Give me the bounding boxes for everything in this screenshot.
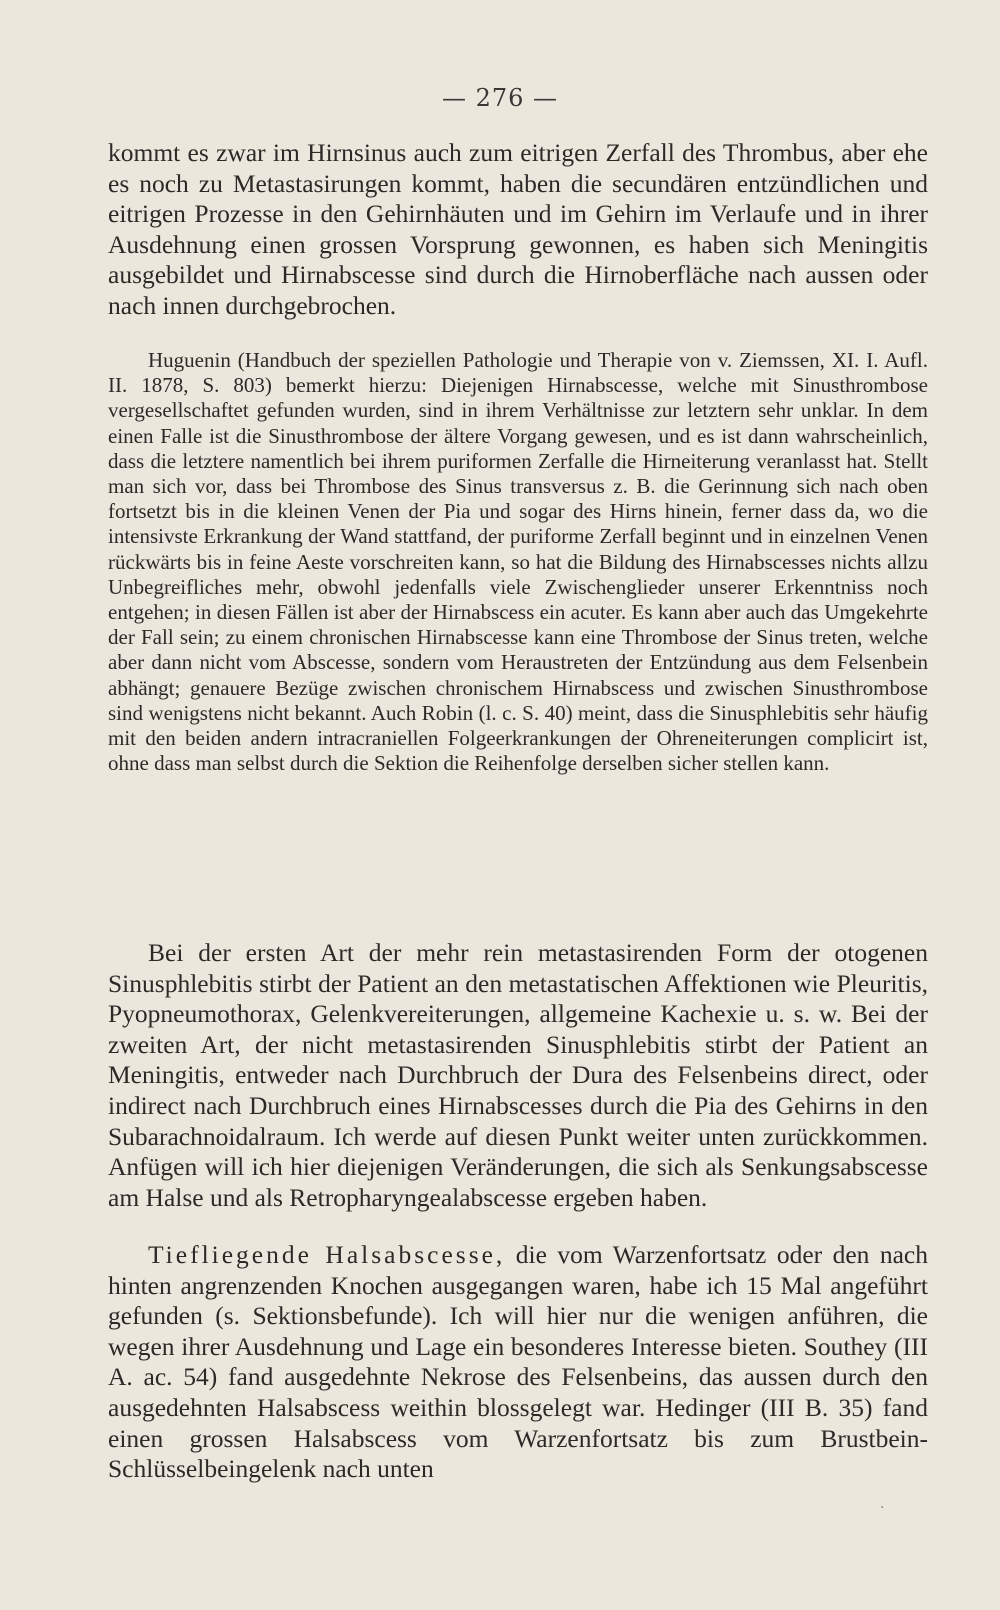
quoted-paragraph-block xyxy=(108,348,928,776)
page-mark: · xyxy=(880,1500,885,1516)
paragraph-2-quote: Huguenin (Handbuch der speziellen Pathologie und Therapie von v. Ziemssen, XI. I. Aufl. II. 1878, S. 803) bemerkt hierzu: Diejenigen Hirnabscesse, welche mit Sinusthrombose vergesellschaftet gefunden wurden, sind in ihrem Verhältnisse zur letztern sehr unklar. In dem einen Falle ist die Sinusthrombose der ältere Vorgang gewesen, und es ist dann wahrscheinlich, dass die letztere namentlich bei ihrem puriformen Zerfalle die Hirneiterung veranlasst hat. Stellt man sich vor, dass bei Thrombose des Sinus transversus z. B. die Gerinnung sich nach oben fortsetzt bis in die kleinen Venen der Pia und sogar des Hirns hinein, ferner dass da, wo die intensivste Erkrankung der Wand stattfand, der puriforme Zerfall beginnt und in einzelnen Venen rückwärts bis in feine Aeste vorschreiten kann, so hat die Bildung des Hirnabscesses nichts allzu Unbegreifliches mehr, obwohl jedenfalls viele Zwischenglieder unserer Erkenntniss noch entgehen; in diesen Fällen ist aber der Hirnabscess ein acuter. Es kann aber auch das Umgekehrte der Fall sein; zu einem chronischen Hirnabscesse kann eine Thrombose der Sinus treten, welche aber dann nicht vom Abscesse, sondern vom Heraustreten der Entzündung aus dem Felsenbein abhängt; genauere Bezüge zwischen chronischem Hirnabscess und zwischen Sinusthrombose sind wenigstens nicht bekannt. Auch Robin (l. c. S. 40) meint, dass die Sinusphlebitis sehr häufig mit den beiden andern intracraniellen Folgeerkrankungen der Ohreneiterungen complicirt ist, ohne dass man selbst durch die Sektion die Reihenfolge derselben sicher stellen kann. xyxy=(108,348,928,776)
paragraph-4 xyxy=(108,1240,928,1485)
paragraph-4-text: die vom Warzenfortsatz oder den nach hinten angrenzenden Knochen ausgegangen waren, habe ich 15 Mal angeführt gefunden (s. Sektionsbefunde). Ich will hier nur die wenigen anführen, die wegen ihrer Ausdehnung und Lage ein besonderes Interesse bieten. Southey (III A. ac. 54) fand ausgedehnte Nekrose des Felsenbeins, das aussen durch den ausgedehnten Halsabscess weithin blossgelegt war. Hedinger (III B. 35) fand einen grossen Halsabscess vom Warzenfortsatz bis zum Brustbein-Schlüsselbeingelenk nach unten xyxy=(108,1240,928,1484)
page-number: — 276 — xyxy=(441,84,559,112)
paragraph-1-block xyxy=(108,138,928,322)
spaced-emphasis: Tiefliegende Halsabscesse, xyxy=(148,1240,506,1269)
paragraph-4-block xyxy=(108,1240,928,1485)
paragraph-3: Bei der ersten Art der mehr rein metastasirenden Form der otogenen Sinusphlebitis stirbt der Patient an den metastatischen Affektionen wie Pleuritis, Pyopneumothorax, Gelenkvereiterungen, allgemeine Kachexie u. s. w. Bei der zweiten Art, der nicht metastasirenden Sinusphlebitis stirbt der Patient an Meningitis, entweder nach Durchbruch der Dura des Felsenbeins direct, oder indirect nach Durchbruch eines Hirnabscesses durch die Pia des Gehirns in den Subarachnoidalraum. Ich werde auf diesen Punkt weiter unten zurückkommen. Anfügen will ich hier diejenigen Veränderungen, die sich als Senkungsabscesse am Halse und als Retropharyngealabscesse ergeben haben. xyxy=(108,938,928,1212)
paragraph-3-block xyxy=(108,938,928,1213)
paragraph-1: kommt es zwar im Hirnsinus auch zum eitrigen Zerfall des Thrombus, aber ehe es noch zu Metastasirungen kommt, haben die secundären entzündlichen und eitrigen Prozesse in den Gehirnhäuten und im Gehirn im Verlaufe und in ihrer Ausdehnung einen grossen Vorsprung gewonnen, es haben sich Meningitis ausgebildet und Hirnabscesse sind durch die Hirnoberfläche nach aussen oder nach innen durchgebrochen. xyxy=(108,138,928,320)
